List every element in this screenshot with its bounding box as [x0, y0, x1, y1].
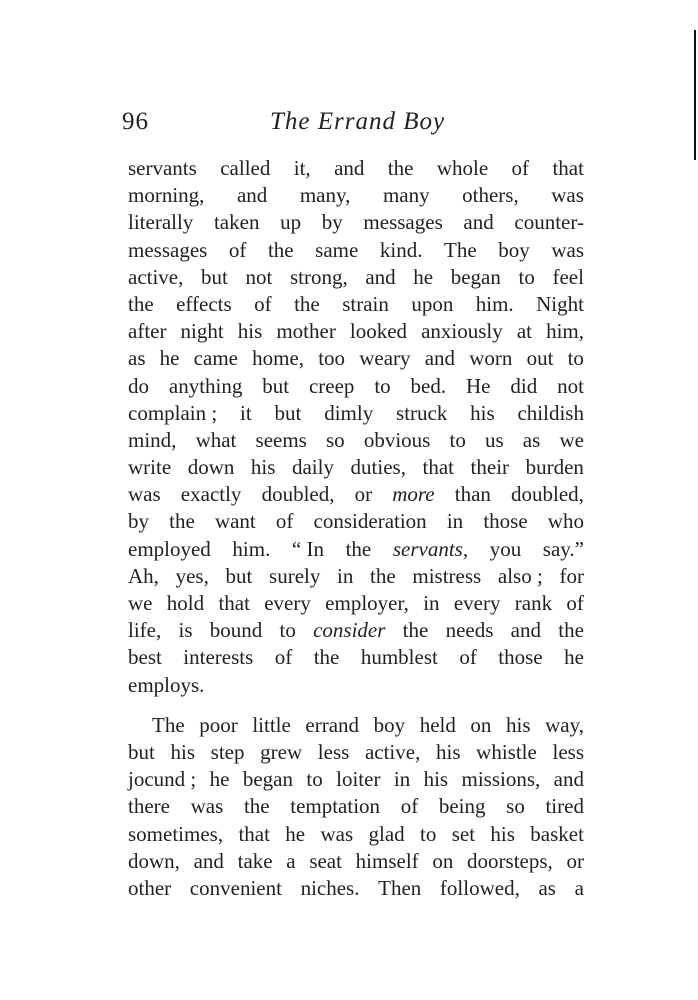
word: a: [574, 875, 584, 900]
text-line: [128, 766, 584, 793]
word: at: [516, 319, 532, 344]
text-line: [128, 563, 584, 590]
word: servants: [128, 156, 197, 180]
word: duties,: [350, 455, 406, 480]
word: those: [483, 509, 528, 534]
word: the: [294, 291, 320, 316]
text-line: [128, 672, 584, 699]
word: home,: [252, 346, 305, 371]
word: others,: [462, 183, 519, 208]
word: those: [498, 645, 543, 670]
running-title: The Errand Boy: [270, 108, 446, 135]
word: best: [128, 645, 162, 670]
text-line: [128, 821, 584, 848]
word: who: [547, 509, 584, 534]
word: in: [446, 509, 464, 534]
word: interests: [183, 645, 254, 670]
word: every: [453, 591, 501, 615]
word: The: [152, 712, 185, 737]
word: employer,: [325, 591, 409, 615]
word: daily: [291, 455, 334, 480]
word: on: [432, 848, 454, 873]
word: more: [392, 482, 435, 507]
word: burden: [525, 455, 584, 480]
word: or: [354, 482, 373, 507]
word: in: [337, 563, 354, 588]
text-line: [128, 481, 584, 508]
word: boy: [373, 712, 406, 737]
word: consideration: [313, 509, 427, 534]
word: of: [254, 291, 272, 316]
word: missions,: [461, 767, 541, 792]
word: but: [201, 264, 228, 289]
word: he: [209, 767, 230, 792]
text-line: [128, 739, 584, 766]
word: to: [420, 821, 437, 846]
word: Ah,: [128, 563, 159, 588]
word: step: [210, 739, 245, 764]
word: he: [285, 821, 306, 846]
word: literally: [128, 210, 194, 235]
text-line: [128, 155, 584, 182]
word: Night: [536, 291, 584, 316]
word: poor: [199, 712, 238, 737]
word: hold: [166, 591, 205, 615]
word: of: [228, 237, 247, 262]
text-line: [128, 793, 584, 820]
word: his: [237, 319, 263, 344]
word: him.: [232, 536, 271, 561]
word: of: [400, 794, 419, 819]
word: his: [250, 455, 276, 480]
word: anxiously: [421, 319, 503, 344]
word: for: [559, 563, 584, 588]
word: and: [463, 210, 494, 235]
text-line: [128, 848, 584, 875]
word: night: [180, 319, 224, 344]
word: there: [128, 794, 170, 819]
word: began: [450, 264, 501, 289]
word: of: [459, 645, 477, 670]
word: tired: [545, 794, 584, 819]
word: he: [564, 645, 584, 670]
text-line: [128, 264, 584, 291]
word: in: [393, 767, 411, 792]
text-line: [128, 875, 584, 902]
word: the: [345, 536, 372, 561]
word: He: [465, 373, 491, 398]
word: the: [267, 237, 294, 262]
word: by: [321, 210, 343, 235]
word: bed.: [410, 373, 447, 398]
word: that: [422, 455, 454, 480]
page-number: 96: [122, 108, 149, 135]
word: creep: [308, 373, 355, 398]
word: obvious: [363, 427, 431, 452]
word: up: [280, 210, 302, 235]
word: other: [128, 875, 172, 900]
word: way,: [545, 712, 584, 737]
word: needs: [445, 618, 494, 643]
word: childish: [517, 400, 584, 425]
word: set: [451, 821, 476, 846]
text-line: [128, 345, 584, 372]
word: complain ;: [128, 400, 218, 425]
word: to: [449, 427, 466, 452]
word: the: [169, 509, 195, 534]
word: by: [128, 509, 149, 534]
word: began: [242, 767, 294, 792]
word: exactly: [180, 482, 242, 507]
word: temptation: [290, 794, 381, 819]
text-line: [128, 209, 584, 236]
word: struck: [396, 400, 448, 425]
word: less: [552, 739, 584, 764]
paragraph: [128, 155, 584, 699]
word: strain: [342, 291, 389, 316]
word: servants,: [392, 536, 469, 561]
word: little: [252, 712, 291, 737]
word: of: [511, 156, 530, 180]
word: held: [419, 712, 456, 737]
word: to: [567, 346, 584, 371]
word: but: [274, 400, 302, 425]
word: the: [387, 156, 414, 180]
word: upon: [411, 291, 454, 316]
word: grew: [260, 739, 303, 764]
word: and: [510, 618, 541, 643]
body-text: [128, 155, 584, 902]
word: his: [423, 767, 449, 792]
word: being: [438, 794, 486, 819]
word: feel: [552, 264, 584, 289]
word: down: [187, 455, 235, 480]
word: after: [128, 319, 167, 344]
word: basket: [530, 821, 584, 846]
word: want: [214, 509, 256, 534]
word: the: [128, 291, 154, 316]
word: active,: [364, 739, 421, 764]
text-line: [128, 712, 584, 739]
word: many: [382, 183, 430, 208]
word: he: [413, 264, 434, 289]
word: the: [370, 563, 396, 588]
word: the: [313, 645, 340, 670]
word: and: [236, 183, 268, 208]
word: his: [436, 739, 461, 764]
word: counter-: [514, 210, 584, 235]
word: doorsteps,: [467, 848, 553, 873]
word: effects: [176, 291, 232, 316]
word: not: [245, 264, 273, 289]
word: yes,: [175, 563, 209, 588]
word: his: [470, 400, 495, 425]
word: sometimes,: [128, 821, 224, 846]
word: him,: [546, 319, 584, 344]
word: did: [510, 373, 538, 398]
word: the: [558, 618, 584, 643]
word: to: [279, 618, 296, 643]
word: called: [220, 156, 271, 180]
word: humblest: [360, 645, 438, 670]
word: active,: [128, 264, 184, 289]
word: came: [193, 346, 238, 371]
word: surely: [269, 563, 321, 588]
word: but: [262, 373, 290, 398]
word: of: [566, 591, 584, 615]
word: of: [275, 509, 294, 534]
word: his: [170, 739, 196, 764]
word: say.”: [542, 536, 584, 561]
word: dimly: [324, 400, 374, 425]
text-line: [128, 318, 584, 345]
page-edge-mark: [694, 30, 696, 160]
word: not: [557, 373, 584, 398]
word: whole: [436, 156, 489, 180]
word: take: [237, 848, 273, 873]
text-line: [128, 590, 584, 617]
word: us: [484, 427, 504, 452]
word: it,: [293, 156, 311, 180]
word: to: [518, 264, 535, 289]
page-header: [122, 108, 592, 142]
word: was: [128, 482, 161, 507]
word: his: [490, 821, 515, 846]
word: but: [128, 739, 155, 764]
word: in: [423, 591, 440, 615]
word: as: [538, 875, 556, 900]
word: out: [526, 346, 554, 371]
text-line: [128, 400, 584, 427]
text-line: [128, 291, 584, 318]
word: was: [190, 794, 224, 819]
word: mistress: [412, 563, 482, 588]
word: as: [522, 427, 541, 452]
text-line: [128, 536, 584, 563]
word: messages: [128, 237, 208, 262]
word: what: [195, 427, 237, 452]
word: consider: [313, 618, 386, 643]
text-line: [128, 508, 584, 535]
word: do: [128, 373, 149, 398]
word: life,: [128, 618, 162, 643]
word: mind,: [128, 427, 177, 452]
word: to: [374, 373, 391, 398]
word: we: [128, 591, 153, 615]
word: niches.: [300, 875, 360, 900]
word: “ In: [291, 536, 324, 561]
text-line: [128, 644, 584, 671]
word: of: [274, 645, 293, 670]
word: and: [334, 156, 365, 180]
word: less: [317, 739, 350, 764]
word: it: [240, 400, 252, 425]
word: or: [566, 848, 584, 873]
word: the: [402, 618, 429, 643]
word: on: [470, 712, 492, 737]
word: you: [489, 536, 522, 561]
word: loiter: [336, 767, 381, 792]
word: he: [159, 346, 180, 371]
word: that: [238, 821, 270, 846]
word: whistle: [476, 739, 537, 764]
word: followed,: [439, 875, 520, 900]
word: boy: [498, 237, 530, 262]
word: mother: [276, 319, 336, 344]
word: Then: [378, 875, 422, 900]
text-line: [128, 373, 584, 400]
word: and: [424, 346, 456, 371]
text-line: [128, 454, 584, 481]
word: every: [264, 591, 311, 615]
word: seems: [255, 427, 307, 452]
word: his: [506, 712, 531, 737]
word: convenient: [189, 875, 282, 900]
word: their: [470, 455, 510, 480]
word: weary: [359, 346, 411, 371]
paragraph-gap: [128, 699, 584, 712]
word: too: [318, 346, 346, 371]
text-line: [128, 617, 584, 644]
word: The: [444, 237, 477, 262]
word: and: [365, 264, 396, 289]
word: glad: [368, 821, 405, 846]
word: bound: [209, 618, 263, 643]
word: and: [193, 848, 224, 873]
word: same: [315, 237, 359, 262]
word: doubled,: [511, 482, 584, 507]
word: messages: [363, 210, 443, 235]
word: anything: [168, 373, 243, 398]
word: as: [128, 346, 146, 371]
word: employs.: [128, 672, 205, 697]
word: we: [559, 427, 584, 452]
word: than: [454, 482, 491, 507]
word: doubled,: [261, 482, 335, 507]
paragraph: [128, 712, 584, 902]
word: write: [128, 455, 172, 480]
word: worn: [469, 346, 513, 371]
word: to: [306, 767, 323, 792]
text-line: [128, 427, 584, 454]
word: down,: [128, 848, 180, 873]
text-line: [128, 237, 584, 264]
word: many,: [299, 183, 351, 208]
word: so: [326, 427, 345, 452]
word: errand: [305, 712, 360, 737]
text-line: [128, 182, 584, 209]
word: looked: [349, 319, 408, 344]
word: but: [225, 563, 253, 588]
word: kind.: [379, 237, 423, 262]
word: and: [553, 767, 584, 792]
word: is: [178, 618, 193, 643]
word: the: [243, 794, 270, 819]
word: that: [218, 591, 250, 615]
word: taken: [213, 210, 260, 235]
word: strong,: [289, 264, 348, 289]
word: him.: [475, 291, 514, 316]
word: that: [552, 156, 584, 180]
word: was: [551, 183, 584, 208]
word: employed: [128, 536, 211, 561]
word: so: [506, 794, 525, 819]
word: was: [551, 237, 584, 262]
word: was: [320, 821, 354, 846]
word: himself: [355, 848, 419, 873]
word: jocund ;: [128, 767, 197, 792]
word: morning,: [128, 183, 205, 208]
word: also ;: [497, 563, 543, 588]
word: seat: [309, 848, 342, 873]
word: rank: [514, 591, 553, 615]
word: a: [286, 848, 296, 873]
